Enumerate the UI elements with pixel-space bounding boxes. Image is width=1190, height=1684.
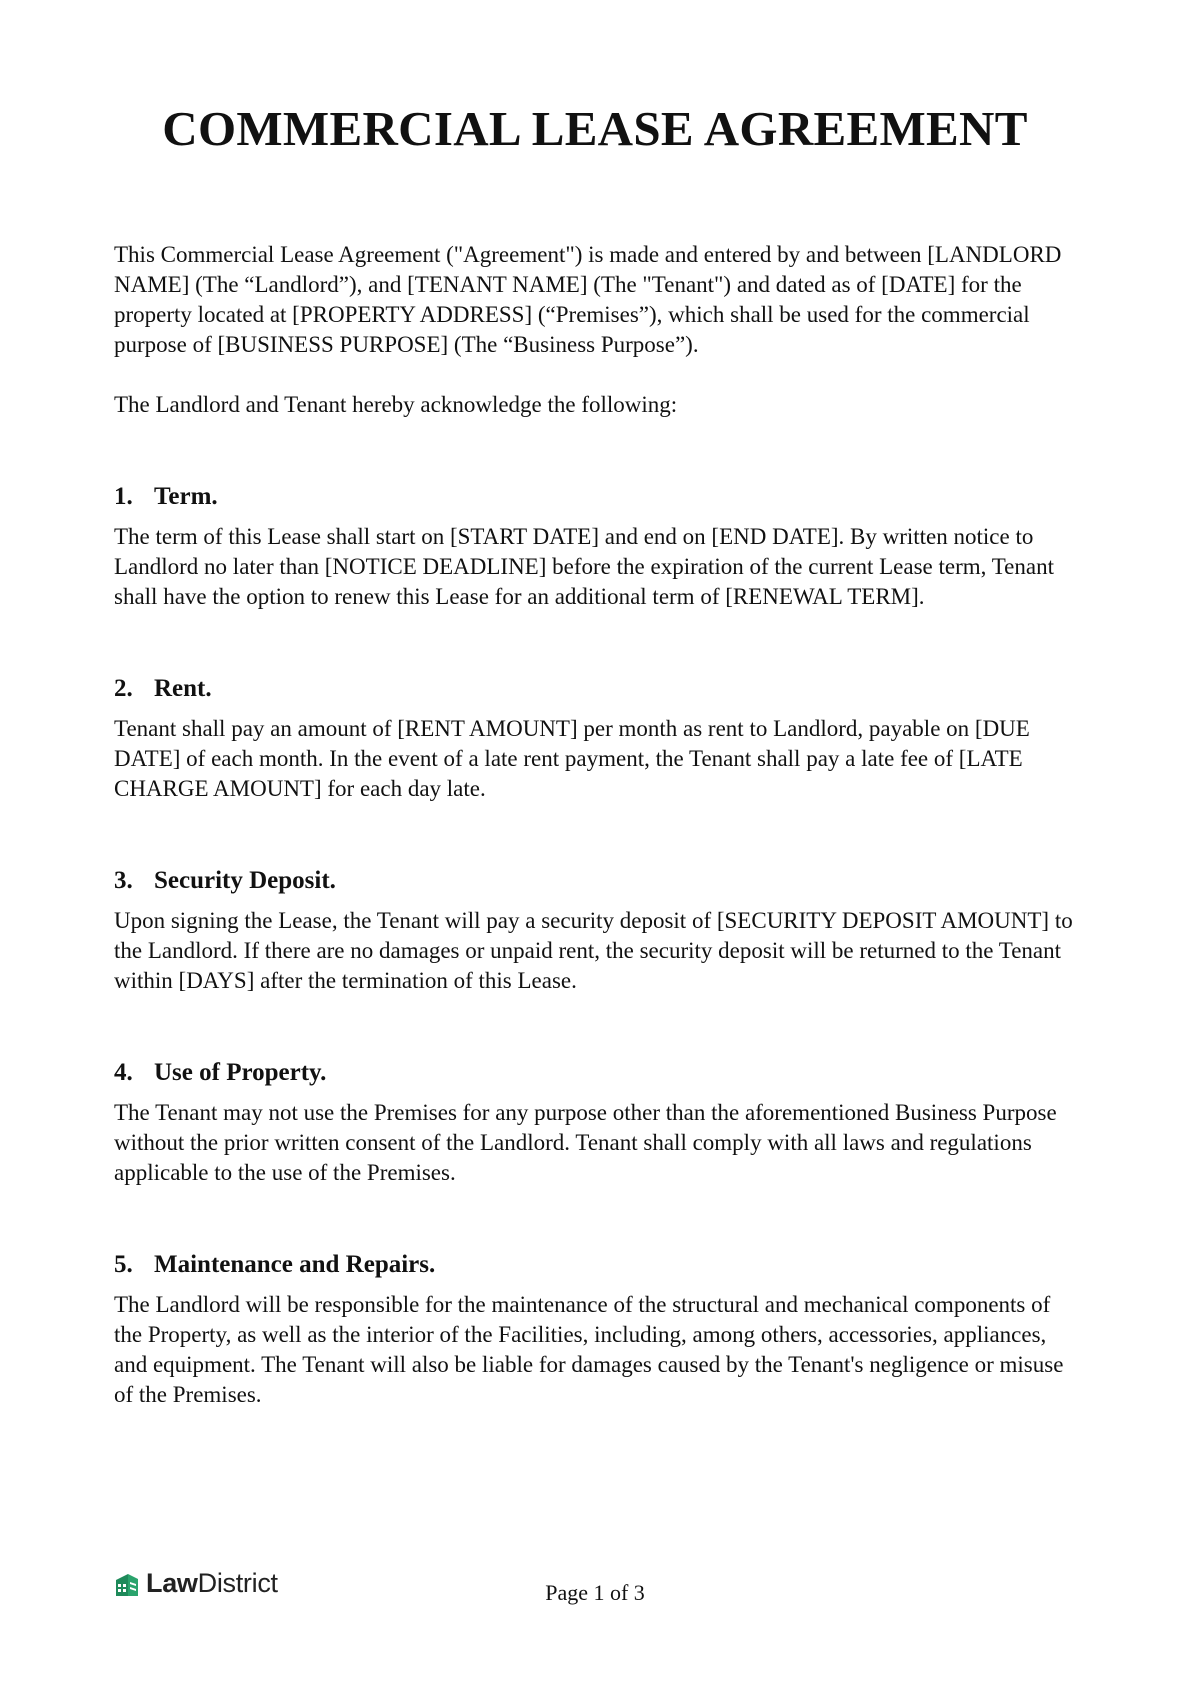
section-maintenance-and-repairs: [114, 1250, 1084, 1410]
section-title: Security Deposit.: [154, 867, 336, 894]
section-title: Use of Property.: [154, 1059, 327, 1086]
section-heading: [114, 1250, 1084, 1280]
section-body: The Landlord will be responsible for the maintenance of the structural and mechanical components of the Property, as well as the interior of the Facilities, including, among others, accessories, appliances, and equipment. The Tenant will also be liable for damages caused by the Tenant's negligence or misuse of the Premises.: [114, 1292, 1064, 1407]
section-body: The term of this Lease shall start on [START DATE] and end on [END DATE]. By written notice to Landlord no later than [NOTICE DEADLINE] before the expiration of the current Lease term, Tenant shall have the option to renew this Lease for an additional term of [RENEWAL TERM].: [114, 524, 1054, 609]
section-title: Rent.: [154, 675, 212, 702]
section-number: 4.: [114, 1059, 133, 1086]
section-rent: [114, 674, 1084, 804]
section-number: 3.: [114, 867, 133, 894]
section-heading: [114, 866, 1084, 896]
section-title: Maintenance and Repairs.: [154, 1251, 436, 1278]
section-number: 2.: [114, 675, 133, 702]
section-number: 1.: [114, 483, 133, 510]
section-term: [114, 482, 1084, 612]
section-number: 5.: [114, 1251, 133, 1278]
document-title: COMMERCIAL LEASE AGREEMENT: [162, 101, 1028, 156]
page-number: Page 1 of 3: [545, 1580, 645, 1605]
section-heading: [114, 674, 1084, 704]
section-use-of-property: [114, 1058, 1084, 1188]
document-body: [114, 240, 1084, 1410]
section-body: Upon signing the Lease, the Tenant will pay a security deposit of [SECURITY DEPOSIT AMOUNT] to the Landlord. If there are no damages or unpaid rent, the security deposit will be returned to the Tenant within [DAYS] after the termination of this Lease.: [114, 908, 1073, 993]
intro-paragraph: This Commercial Lease Agreement ("Agreement") is made and entered by and between [LANDLORD NAME] (The “Landlord”), and [TENANT NAME] (The "Tenant") and dated as of [DATE] for the property located at [PROPERTY ADDRESS] (“Premises”), which shall be used for the commercial purpose of [BUSINESS PURPOSE] (The “Business Purpose”).: [114, 242, 1062, 357]
acknowledgement-paragraph: The Landlord and Tenant hereby acknowledge the following:: [114, 392, 678, 417]
section-heading: [114, 1058, 1084, 1088]
section-body: Tenant shall pay an amount of [RENT AMOUNT] per month as rent to Landlord, payable on [DUE DATE] of each month. In the event of a late rent payment, the Tenant shall pay a late fee of [LATE CHARGE AMOUNT] for each day late.: [114, 716, 1030, 801]
section-heading: [114, 482, 1084, 512]
logo-wordmark-law: Law: [146, 1568, 198, 1598]
section-security-deposit: [114, 866, 1084, 996]
section-title: Term.: [154, 483, 218, 510]
section-body: The Tenant may not use the Premises for any purpose other than the aforementioned Business Purpose without the prior written consent of the Landlord. Tenant shall comply with all laws and regulations applicable to the use of the Premises.: [114, 1100, 1057, 1185]
logo-wordmark-district: District: [197, 1568, 278, 1598]
